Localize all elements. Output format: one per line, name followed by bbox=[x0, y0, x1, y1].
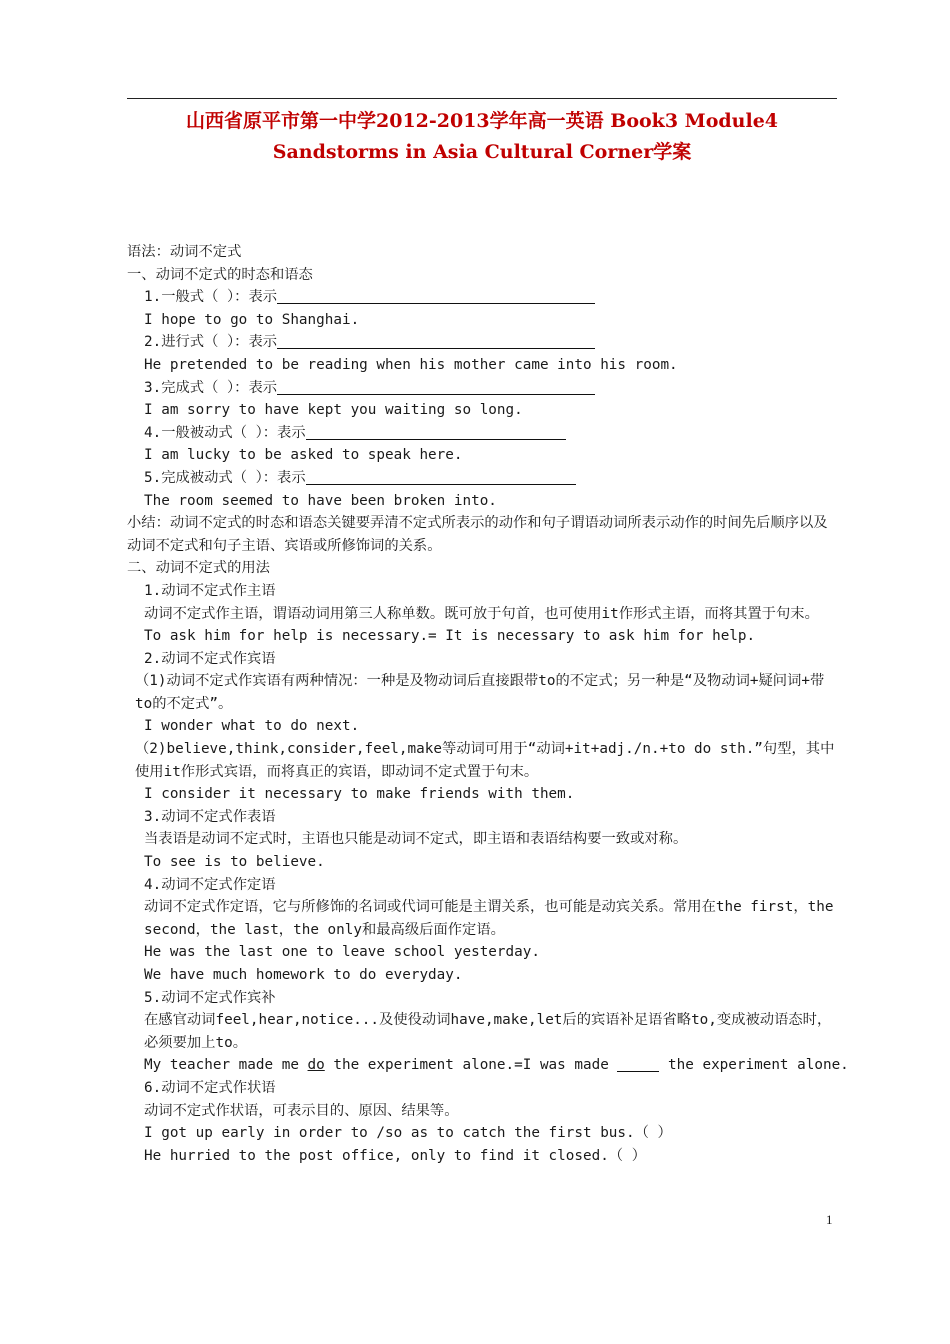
usage-description: 动词不定式作主语，谓语动词用第三人称单数。既可放于句首，也可使用it作形式主语，而将其置于句末。 bbox=[144, 605, 819, 622]
example-sentence: To ask him for help is necessary.= It is necessary to ask him for help. bbox=[144, 628, 756, 645]
usage-heading-complement: 5.动词不定式作宾补 bbox=[144, 989, 276, 1006]
answer-blank[interactable] bbox=[306, 423, 566, 440]
answer-blank[interactable] bbox=[617, 1055, 659, 1072]
usage-description: 在感官动词feel,hear,notice...及使役动词have,make,let后的宾语补足语省略to,变成被动语态时，必须要加上to。 bbox=[144, 1012, 832, 1051]
usage-description: （2)believe,think,consider,feel,make等动词可用于“动词+it+adj./n.+to do sth.”句型，其中使用it作形式宾语，而将真正的宾语，即动词不定式置于句末。 bbox=[135, 741, 835, 780]
usage-heading-predicative: 3.动词不定式作表语 bbox=[144, 808, 276, 825]
title-line-1: 山西省原平市第一中学2012-2013学年高一英语 Book3 Module4 bbox=[186, 110, 778, 132]
example-sentence: He pretended to be reading when his mother came into his room. bbox=[144, 356, 678, 373]
tense-item-2 bbox=[127, 331, 839, 354]
example-sentence: I wonder what to do next. bbox=[144, 718, 360, 735]
grammar-heading: 语法：动词不定式 bbox=[127, 244, 242, 260]
example-sentence: I got up early in order to /so as to catch the first bus.（ ） bbox=[144, 1125, 672, 1142]
example-sentence: The room seemed to have been broken into. bbox=[144, 492, 497, 509]
example-sentence: He hurried to the post office, only to find it closed.（ ） bbox=[144, 1147, 647, 1164]
summary-paragraph: 小结：动词不定式的时态和语态关键要弄清不定式所表示的动作和句子谓语动词所表示动作的时间先后顺序以及动词不定式和句子主语、宾语或所修饰词的关系。 bbox=[127, 515, 828, 554]
answer-blank[interactable] bbox=[277, 332, 595, 349]
title-line-2: Sandstorms in Asia Cultural Corner学案 bbox=[272, 141, 692, 163]
tense-item-4 bbox=[127, 422, 839, 445]
tense-item-2-label: 2.进行式（ ）：表示 bbox=[144, 334, 278, 351]
answer-blank[interactable] bbox=[277, 287, 595, 304]
tense-item-5 bbox=[127, 467, 839, 490]
tense-item-5-label: 5.完成被动式（ ）：表示 bbox=[144, 469, 306, 486]
example-sentence: I consider it necessary to make friends with them. bbox=[144, 786, 575, 803]
header-rule bbox=[127, 98, 837, 99]
usage-description: 动词不定式作定语，它与所修饰的名词或代词可能是主谓关系，也可能是动宾关系。常用在the first，the second，the last，the only和最高级后面作定语。 bbox=[144, 899, 834, 938]
tense-item-1-label: 1.一般式（ ）：表示 bbox=[144, 289, 278, 306]
underlined-word: do bbox=[307, 1057, 325, 1074]
usage-description: （1)动词不定式作宾语有两种情况：一种是及物动词后直接跟带to的不定式；另一种是“及物动词+疑问词+带to的不定式”。 bbox=[135, 673, 825, 712]
usage-heading-object: 2.动词不定式作宾语 bbox=[144, 650, 276, 667]
example-sentence: He was the last one to leave school yesterday. bbox=[144, 944, 540, 961]
usage-heading-adverbial: 6.动词不定式作状语 bbox=[144, 1079, 276, 1096]
example-sentence: I am sorry to have kept you waiting so long. bbox=[144, 402, 523, 419]
page-number: 1 bbox=[826, 1212, 833, 1227]
usage-heading-subject: 1.动词不定式作主语 bbox=[144, 582, 276, 599]
tense-item-1 bbox=[127, 286, 839, 309]
section1-heading: 一、动词不定式的时态和语态 bbox=[127, 266, 313, 283]
example-sentence: I am lucky to be asked to speak here. bbox=[144, 447, 463, 464]
example-sentence: We have much homework to do everyday. bbox=[144, 967, 463, 983]
usage-description: 动词不定式作状语，可表示目的、原因、结果等。 bbox=[144, 1102, 459, 1119]
answer-blank[interactable] bbox=[277, 378, 595, 395]
usage-heading-attributive: 4.动词不定式作定语 bbox=[144, 876, 276, 893]
answer-blank[interactable] bbox=[306, 468, 576, 485]
section2-heading: 二、动词不定式的用法 bbox=[127, 560, 270, 577]
fill-in-sentence: My teacher made me do the experiment alone.=I was made the experiment alone. bbox=[144, 1057, 849, 1074]
example-sentence: I hope to go to Shanghai. bbox=[144, 311, 360, 328]
example-sentence: To see is to believe. bbox=[144, 854, 325, 871]
tense-item-4-label: 4.一般被动式（ ）：表示 bbox=[144, 424, 306, 441]
usage-description: 当表语是动词不定式时，主语也只能是动词不定式，即主语和表语结构要一致或对称。 bbox=[144, 831, 688, 848]
document-body bbox=[127, 241, 849, 1167]
tense-item-3 bbox=[127, 377, 839, 400]
document-title bbox=[127, 106, 837, 168]
tense-item-3-label: 3.完成式（ ）：表示 bbox=[144, 379, 278, 396]
